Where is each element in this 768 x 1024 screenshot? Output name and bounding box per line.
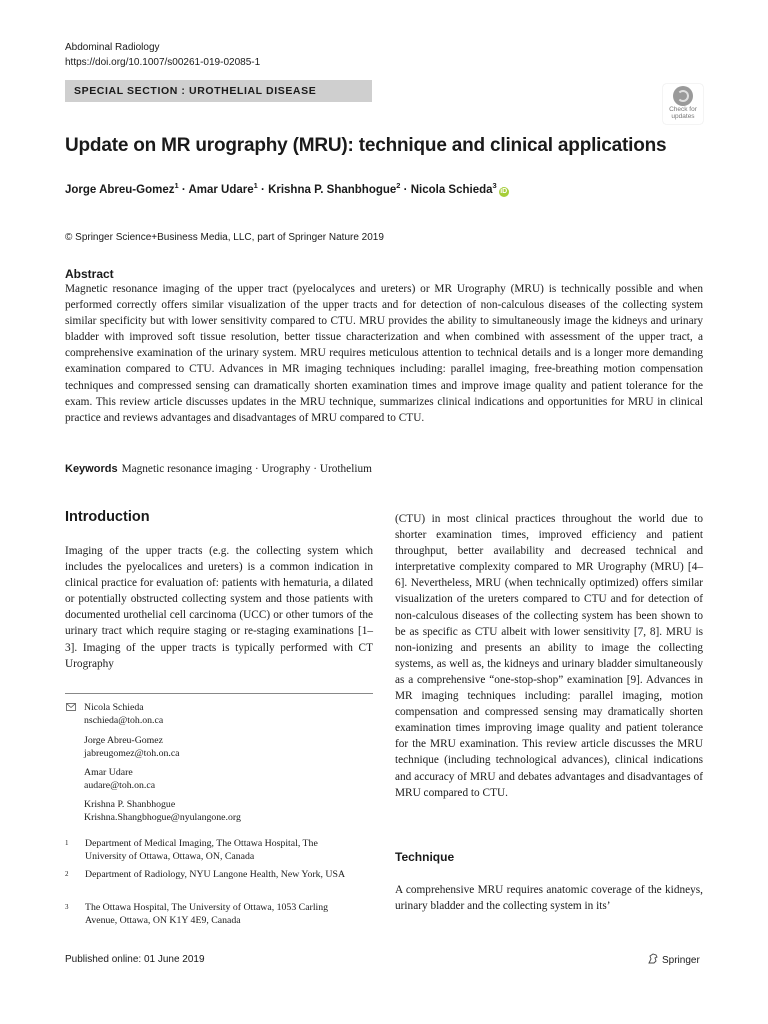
author-affiliation-number: 3 — [492, 181, 497, 190]
affiliation-number: 2 — [65, 870, 69, 878]
contact-block — [84, 735, 180, 760]
contact-name: Jorge Abreu-Gomez — [84, 735, 163, 746]
envelope-icon — [66, 703, 76, 711]
technique-heading: Technique — [395, 850, 455, 864]
author-separator: · — [178, 183, 189, 196]
published-date: Published online: 01 June 2019 — [65, 954, 205, 965]
contact-name: Amar Udare — [84, 767, 133, 778]
affiliation-text: Department of Radiology, NYU Langone Health, New York, USA — [85, 869, 346, 880]
author-affiliation-number: 2 — [396, 181, 401, 190]
contact-email[interactable]: Krishna.Shangbhogue@nyulangone.org — [84, 811, 241, 823]
contact-block — [84, 702, 163, 727]
contact-name: Krishna P. Shanbhogue — [84, 799, 176, 810]
contact-email[interactable]: audare@toh.on.ca — [84, 779, 156, 791]
check-badge-line-1: Check for — [669, 106, 697, 113]
check-badge-line-2: updates — [671, 113, 695, 120]
affiliation-text: Department of Medical Imaging, The Ottawa Hospital, The University of Ottawa, Ottawa, ON, Canada — [85, 838, 318, 862]
orcid-icon[interactable]: iD — [500, 187, 508, 195]
doi-link[interactable]: https://doi.org/10.1007/s00261-019-02085-1 — [65, 57, 261, 68]
affiliation-list — [65, 838, 373, 938]
author-name[interactable]: Nicola Schieda — [410, 183, 493, 196]
journal-name: Abdominal Radiology — [65, 42, 160, 53]
abstract-heading: Abstract — [65, 267, 114, 281]
author-separator: · — [257, 183, 269, 196]
check-for-updates-badge[interactable] — [663, 84, 703, 124]
author-list — [65, 178, 509, 198]
abstract-text: Magnetic resonance imaging of the upper tract (pyelocalyces and ureters) or MR Urography (MRU) is technically possible and when performed correctly offers similar visualization of the upper tracts and for detection of non-calculous diseases of the collecting system similar specificity but with lower sensitivity compared to CTU. MRU provides the ability to simultaneously image the kidneys and urinary bladder with improved soft tissue resolution, better tissue characterization and when combined with assessment of the upper tract, a comprehensive examination of the urinary system. MRU requires meticulous attention to technical details and is a longer more demanding examination compared to CTU. Advances in MR imaging techniques including: parallel imaging, free-breathing motion compensation techniques and compressed sensing can dramatically shorten examination times and improve image quality and patient tolerance for the exam. This review article discusses updates in the MRU technique, summarizes clinical indications and opportunities for MRU in clinical practice and reviews advantages and disadvantages of MRU compared to CTU. — [65, 283, 703, 424]
author-affiliation-number: 1 — [174, 181, 179, 190]
footnote-divider — [65, 693, 373, 694]
introduction-left-column: Imaging of the upper tracts (e.g. the collecting system which includes the pyelocalices and ureters) is a common indication in clinical practice for evaluation of: patients with hematuria, a dilated or potentially obstructed collecting system and those patients with documented urothelial cell carcinoma (UCC) or other tumors of the urinary tract which require staging or re-staging examinations [1–3]. Imaging of the upper tracts is typically performed with CT Urography — [65, 545, 373, 670]
technique-text: A comprehensive MRU requires anatomic coverage of the kidneys, urinary bladder and the collecting system in its’ — [395, 884, 703, 913]
article-title: Update on MR urography (MRU): technique and clinical applications — [65, 135, 667, 156]
publisher-name: Springer — [662, 955, 700, 966]
affiliation-number: 1 — [65, 839, 69, 847]
contact-email[interactable]: jabreugomez@toh.on.ca — [84, 747, 180, 759]
introduction-heading: Introduction — [65, 509, 150, 525]
contact-email[interactable]: nschieda@toh.on.ca — [84, 714, 164, 726]
affiliation-number: 3 — [65, 903, 69, 911]
keywords-list: Magnetic resonance imaging · Urography · Urothelium — [121, 463, 372, 475]
affiliation-text: The Ottawa Hospital, The University of Ottawa, 1053 Carling Avenue, Ottawa, ON K1Y 4E9, Canada — [85, 902, 329, 926]
author-name[interactable]: Jorge Abreu-Gomez — [65, 183, 175, 196]
update-check-icon — [673, 86, 693, 106]
contact-name: Nicola Schieda — [84, 702, 144, 713]
keywords-line — [65, 461, 372, 477]
contact-block — [84, 799, 241, 824]
introduction-right-column: (CTU) in most clinical practices throughout the world due to shorter examination times, improved efficiency and patient throughput, better availability and decreased technical and interpretative complexity compared to MR Urography (MRU) [4–6]. Nevertheless, MRU (when technically optimized) offers similar visualization of the ureters compared to CTU and for detection of non-calculous diseases of the collecting system has been shown to be as specific as CTU albeit with lower sensitivity [7, 8]. MRU is non-ionizing and presents an ability to image the collecting systems, as well as, the kidneys and urinary bladder simultaneously as a comprehensive “one-stop-shop” examination [9]. Advances in MR imaging techniques including: parallel imaging, motion compensation and compressed sensing may dramatically shorten examination times improving image quality and patient tolerance for the MRU examination. This review article discusses the MRU technique (including technological advances), clinical indications and accuracy of MRU and debates advantages and disadvantages of MRU compared to CTU. — [395, 513, 703, 799]
author-name[interactable]: Amar Udare — [188, 183, 254, 196]
springer-horse-icon — [647, 953, 659, 965]
keywords-label: Keywords — [65, 463, 118, 475]
copyright-notice: © Springer Science+Business Media, LLC, part of Springer Nature 2019 — [65, 232, 384, 243]
author-affiliation-number: 1 — [253, 181, 258, 190]
contact-block — [84, 767, 155, 792]
section-banner: SPECIAL SECTION : UROTHELIAL DISEASE — [65, 80, 372, 102]
author-separator: · — [400, 183, 411, 196]
publisher-logo — [647, 953, 700, 968]
author-name[interactable]: Krishna P. Shanbhogue — [268, 183, 397, 196]
